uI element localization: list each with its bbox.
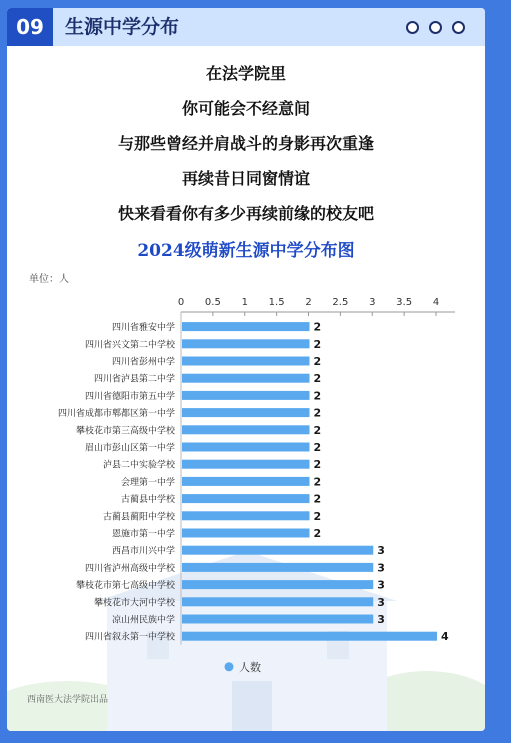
category-label: 攀枝花市第三高级中学校 (75, 426, 175, 437)
section-title: 生源中学分布 (65, 16, 180, 38)
data-label: 3 (377, 544, 385, 558)
data-label: 3 (377, 561, 385, 575)
dot-icon (452, 21, 465, 34)
bar (182, 408, 310, 417)
category-label: 四川省兴文第二中学校 (84, 340, 175, 351)
category-label: 四川省叙永第一中学校 (84, 632, 175, 643)
data-label: 3 (377, 578, 385, 592)
bar (182, 477, 310, 486)
category-label: 会理第一中学 (120, 477, 175, 488)
bar (182, 460, 310, 469)
data-label: 2 (313, 475, 322, 489)
data-label: 2 (313, 337, 322, 351)
data-label: 2 (313, 423, 322, 437)
bar (182, 546, 373, 555)
section-number: 09 (7, 8, 53, 46)
data-label: 2 (313, 406, 322, 420)
bar (182, 597, 373, 606)
bar (182, 615, 373, 624)
category-label: 四川省彭州中学 (111, 357, 175, 368)
chart-title: 2024级萌新生源中学分布图 (137, 241, 355, 261)
data-label: 3 (377, 613, 385, 626)
category-label: 四川省雅安中学 (111, 323, 175, 334)
bar (182, 632, 437, 641)
bar (182, 425, 310, 434)
data-label: 2 (313, 372, 322, 386)
category-label: 四川省泸县第二中学 (93, 374, 175, 385)
intro-line: 与那些曾经并肩战斗的身影再次重逢 (117, 134, 374, 153)
bar (182, 494, 310, 503)
bar (182, 357, 310, 366)
x-tick-label: 2.5 (332, 297, 349, 308)
data-label: 2 (313, 492, 322, 506)
bar (182, 374, 310, 383)
category-label: 攀枝花市大河中学校 (93, 598, 175, 609)
category-label: 攀枝花市第七高级中学校 (75, 581, 175, 592)
x-tick-label: 3.5 (396, 297, 413, 308)
intro-line: 快来看看你有多少再续前缘的校友吧 (117, 204, 374, 223)
data-label: 2 (313, 458, 322, 472)
category-label: 四川省泸州高级中学校 (84, 563, 175, 574)
bar (182, 443, 310, 452)
legend-marker (225, 662, 234, 671)
bar (182, 511, 310, 520)
header-dots (406, 21, 465, 34)
data-label: 2 (313, 320, 322, 334)
category-label: 古蔺县中学校 (120, 495, 175, 506)
intro-line: 你可能会不经意间 (181, 99, 310, 118)
intro-line: 再续昔日同窗情谊 (181, 169, 310, 188)
poster-card (7, 8, 485, 731)
bar (182, 580, 373, 589)
category-label: 西昌市川兴中学 (111, 546, 175, 557)
intro-line: 在法学院里 (205, 64, 286, 83)
bar (182, 322, 310, 331)
category-label: 四川省成都市郫都区第一中学 (57, 409, 175, 420)
data-label: 2 (313, 389, 322, 403)
intro-text (7, 62, 485, 237)
category-label: 四川省德阳市第五中学 (84, 391, 175, 402)
dot-icon (406, 21, 419, 34)
bar (182, 529, 310, 538)
category-label: 泸县二中实验学校 (102, 460, 175, 471)
footer-credit: 西南医大法学院出品 (27, 695, 109, 705)
data-label: 2 (313, 509, 322, 523)
data-label: 2 (313, 441, 322, 454)
data-label: 2 (313, 355, 322, 368)
category-label: 眉山市彭山区第一中学 (84, 443, 175, 454)
bar (182, 563, 373, 572)
data-label: 3 (377, 595, 385, 609)
bar (182, 339, 310, 348)
category-label: 古蔺县蔺阳中学校 (102, 512, 175, 523)
dot-icon (429, 21, 442, 34)
x-tick-label: 0 (177, 297, 185, 308)
x-tick-label: 2 (305, 297, 312, 308)
legend-label: 人数 (239, 660, 261, 674)
bar-chart (7, 292, 485, 682)
x-tick-label: 4 (432, 297, 440, 308)
data-label: 2 (313, 527, 322, 540)
x-tick-label: 0.5 (204, 297, 221, 308)
category-label: 凉山州民族中学 (111, 615, 175, 626)
x-tick-label: 3 (369, 297, 376, 308)
category-label: 恩施市第一中学 (111, 529, 175, 540)
section-header (7, 8, 485, 46)
x-tick-label: 1 (241, 297, 248, 308)
x-tick-label: 1.5 (268, 297, 285, 308)
unit-label: 单位：人 (29, 274, 69, 285)
bar (182, 391, 310, 400)
data-label: 4 (441, 630, 449, 644)
